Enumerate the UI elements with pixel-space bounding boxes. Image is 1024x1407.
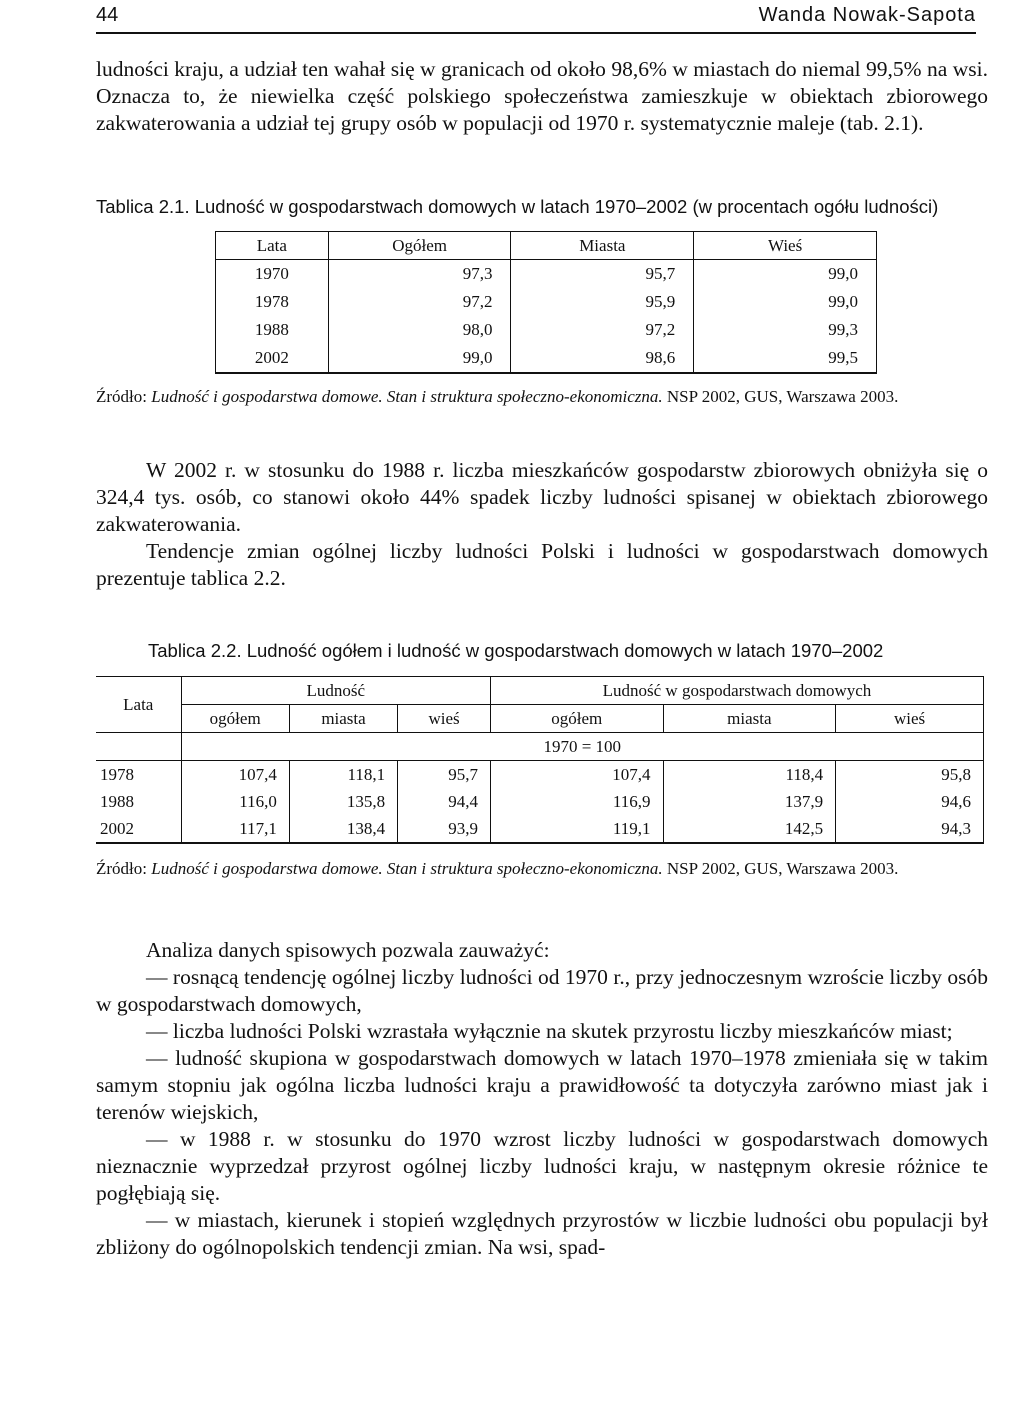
table-2-1-source: Źródło: Ludność i gospodarstwa domowe. Stan i struktura społeczno-ekonomiczna. NSP 2002, GUS, Warszawa 2003. bbox=[96, 387, 899, 406]
page-number: 44 bbox=[96, 4, 119, 26]
header-wies: Wieś bbox=[694, 232, 877, 260]
paragraph-1: ludności kraju, a udział ten wahał się w granicach od około 98,6% w miastach do niemal 99,5% na wsi. Oznacza to, że niewielka część polskiego społeczeństwa zamieszkuje w obiektach zbiorowego zakwaterowania a udział tej grupy osób w populacji od 1970 r. systematycznie maleje (tab. 2.1). bbox=[96, 57, 988, 135]
analysis-intro: Analiza danych spisowych pozwala zauważyć: bbox=[146, 938, 550, 962]
header-lata: Lata bbox=[216, 232, 329, 260]
table-row: 1978 107,4 118,1 95,7 107,4 118,4 95,8 bbox=[96, 761, 984, 789]
base-year-row: 1970 = 100 bbox=[181, 733, 983, 761]
table-row: 1988 98,0 97,2 99,3 bbox=[216, 316, 877, 344]
paragraph-2 bbox=[96, 457, 988, 592]
list-item: — liczba ludności Polski wzrastała wyłącznie na skutek przyrostu liczby mieszkańców miast; bbox=[146, 1019, 953, 1043]
table-2-2-source: Źródło: Ludność i gospodarstwa domowe. Stan i struktura społeczno-ekonomiczna. NSP 2002, GUS, Warszawa 2003. bbox=[96, 859, 899, 878]
table-2-1-caption: Tablica 2.1. Ludność w gospodarstwach domowych w latach 1970–2002 (w procentach ogółu ludności) bbox=[96, 196, 939, 217]
running-author: Wanda Nowak-Sapota bbox=[758, 4, 976, 26]
list-item: — rosnącą tendencję ogólnej liczby ludności od 1970 r., przy jednoczesnym wzroście liczby osób w gospodarstwach domowych, bbox=[96, 965, 988, 1016]
table-row: 1988 116,0 135,8 94,4 116,9 137,9 94,6 bbox=[96, 788, 984, 815]
header-miasta: Miasta bbox=[511, 232, 694, 260]
table-row: 2002 117,1 138,4 93,9 119,1 142,5 94,3 bbox=[96, 815, 984, 843]
table-row: 1970 97,3 95,7 99,0 bbox=[216, 260, 877, 289]
list-item: — ludność skupiona w gospodarstwach domowych w latach 1970–1978 zmieniała się w takim samym stopniu jak ogólna liczba ludności kraju a prawidłowość ta dotyczyła zarówno miast jak i terenów wiejskich, bbox=[96, 1046, 988, 1124]
list-item: — w miastach, kierunek i stopień względnych przyrostów w liczbie ludności obu populacji był zbliżony do ogólnopolskich tendencji zmian. Na wsi, spad- bbox=[96, 1208, 988, 1259]
paragraph-2b: Tendencje zmian ogólnej liczby ludności Polski i ludności w gospodarstwach domowych prezentuje tablica 2.2. bbox=[96, 539, 988, 590]
header-ludnosc-gd: Ludność w gospodarstwach domowych bbox=[490, 677, 983, 705]
header-ludnosc: Ludność bbox=[181, 677, 490, 705]
analysis-section bbox=[96, 937, 988, 1261]
list-item: — w 1988 r. w stosunku do 1970 wzrost liczby ludności w gospodarstwach domowych nieznacznie wyprzedzał przyrost ogólnej liczby ludności kraju, w następnym okresie różnice te pogłębiają się. bbox=[96, 1127, 988, 1205]
table-row: 2002 99,0 98,6 99,5 bbox=[216, 344, 877, 373]
table-2-1 bbox=[215, 231, 877, 374]
header-lata: Lata bbox=[96, 677, 181, 733]
table-row: 1978 97,2 95,9 99,0 bbox=[216, 288, 877, 316]
table-2-2: Lata Ludność Ludność w gospodarstwach domowych ogółem miasta wieś ogółem miasta wieś 1970 = 100 1978 107,4 118,1 95,7 107,4 118,4 95,8 1988 116,0 135,8 94,4 116,9 137,9 94,6 2002 117,1 138,4 93,9 119,1 142,5 94,3 bbox=[96, 676, 984, 844]
page-header bbox=[96, 4, 976, 34]
paragraph-2a: W 2002 r. w stosunku do 1988 r. liczba mieszkańców gospodarstw zbiorowych obniżyła się o 324,4 tys. osób, co stanowi około 44% spadek liczby ludności spisanej w obiektach zbiorowego zakwaterowania. bbox=[96, 458, 988, 536]
header-ogolem: Ogółem bbox=[328, 232, 511, 260]
table-2-2-caption: Tablica 2.2. Ludność ogółem i ludność w gospodarstwach domowych w latach 1970–2002 bbox=[148, 640, 884, 661]
